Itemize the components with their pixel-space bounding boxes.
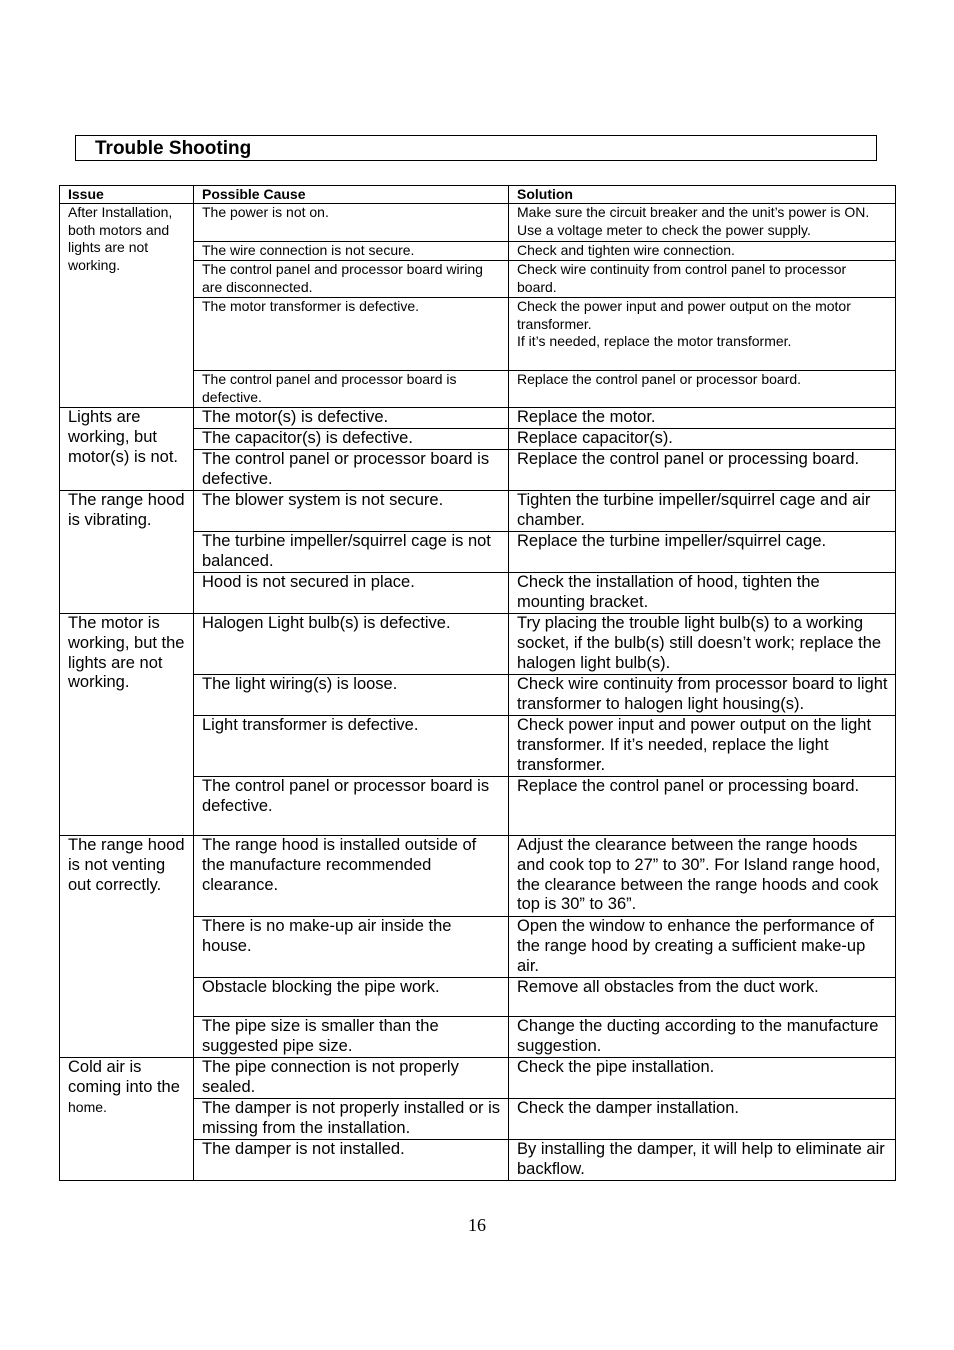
section-title: Trouble Shooting [95,138,252,159]
cause-cell: The pipe size is smaller than the suggested pipe size. [194,1017,509,1058]
cause-cell: The power is not on. [194,204,509,242]
cause-cell: The motor(s) is defective. [194,408,509,429]
solution-cell: By installing the damper, it will help to eliminate air backflow. [509,1140,896,1181]
header-issue: Issue [60,186,194,204]
cause-cell: The range hood is installed outside of the manufacture recommended clearance. [194,836,509,917]
solution-cell: Check the pipe installation. [509,1058,896,1099]
solution-cell: Make sure the circuit breaker and the unit’s power is ON. Use a voltage meter to check the power supply. [509,204,896,242]
cause-cell: The control panel or processor board is defective. [194,450,509,491]
issue-cell: Lights are working, but motor(s) is not. [60,408,194,491]
cause-cell: The control panel and processor board is defective. [194,371,509,408]
table-row [60,408,896,429]
cause-cell: The damper is not installed. [194,1140,509,1181]
solution-cell: Remove all obstacles from the duct work. [509,978,896,1017]
cause-cell: The pipe connection is not properly sealed. [194,1058,509,1099]
cause-cell: The damper is not properly installed or is missing from the installation. [194,1099,509,1140]
solution-line: Check the power input and power output on the motor transformer. [517,298,851,332]
issue-text-tail: home. [68,1098,107,1115]
cause-cell: The capacitor(s) is defective. [194,429,509,450]
issue-cell: After Installation, both motors and lights are not working. [60,204,194,408]
solution-cell: Replace capacitor(s). [509,429,896,450]
solution-cell: Check power input and power output on the light transformer. If it’s needed, replace the light transformer. [509,716,896,777]
solution-cell: Replace the control panel or processing board. [509,450,896,491]
solution-cell [509,298,896,371]
table-row [60,836,896,917]
solution-cell: Tighten the turbine impeller/squirrel cage and air chamber. [509,491,896,532]
table-row [60,1058,896,1099]
cause-cell: The turbine impeller/squirrel cage is not balanced. [194,532,509,573]
cause-cell: Obstacle blocking the pipe work. [194,978,509,1017]
cause-cell: The control panel and processor board wiring are disconnected. [194,261,509,298]
table-row [60,491,896,532]
header-solution: Solution [509,186,896,204]
solution-cell: Change the ducting according to the manufacture suggestion. [509,1017,896,1058]
solution-cell: Try placing the trouble light bulb(s) to a working socket, if the bulb(s) still doesn’t work; replace the halogen light bulb(s). [509,614,896,675]
issue-cell [60,1058,194,1181]
solution-cell: Check the damper installation. [509,1099,896,1140]
table-header-row [60,186,896,204]
section-title-box [75,135,877,161]
solution-cell: Check wire continuity from control panel to processor board. [509,261,896,298]
solution-cell: Check wire continuity from processor board to light transformer to halogen light housing(s). [509,675,896,716]
solution-cell: Check the installation of hood, tighten the mounting bracket. [509,573,896,614]
cause-cell: The light wiring(s) is loose. [194,675,509,716]
cause-cell: The wire connection is not secure. [194,242,509,261]
cause-cell: There is no make-up air inside the house. [194,917,509,978]
solution-cell: Open the window to enhance the performance of the range hood by creating a sufficient make-up air. [509,917,896,978]
solution-cell: Adjust the clearance between the range hoods and cook top to 27” to 30”. For Island range hood, the clearance between the range hoods and cook top is 30” to 36”. [509,836,896,917]
cause-cell: The motor transformer is defective. [194,298,509,371]
solution-cell: Check and tighten wire connection. [509,242,896,261]
issue-cell: The range hood is vibrating. [60,491,194,614]
solution-cell: Replace the control panel or processor board. [509,371,896,408]
solution-cell: Replace the motor. [509,408,896,429]
issue-cell: The range hood is not venting out correctly. [60,836,194,1058]
solution-cell: Replace the turbine impeller/squirrel cage. [509,532,896,573]
table-row [60,614,896,675]
solution-line: If it’s needed, replace the motor transformer. [517,333,792,349]
table-row [60,204,896,242]
cause-cell: Hood is not secured in place. [194,573,509,614]
solution-cell: Replace the control panel or processing board. [509,777,896,836]
issue-text: Cold air is coming into the [68,1058,180,1096]
issue-cell: The motor is working, but the lights are not working. [60,614,194,836]
header-possible-cause: Possible Cause [194,186,509,204]
cause-cell: Halogen Light bulb(s) is defective. [194,614,509,675]
page-number: 16 [468,1215,486,1235]
cause-cell: The blower system is not secure. [194,491,509,532]
cause-cell: Light transformer is defective. [194,716,509,777]
troubleshooting-table [59,185,896,1181]
cause-cell: The control panel or processor board is defective. [194,777,509,836]
